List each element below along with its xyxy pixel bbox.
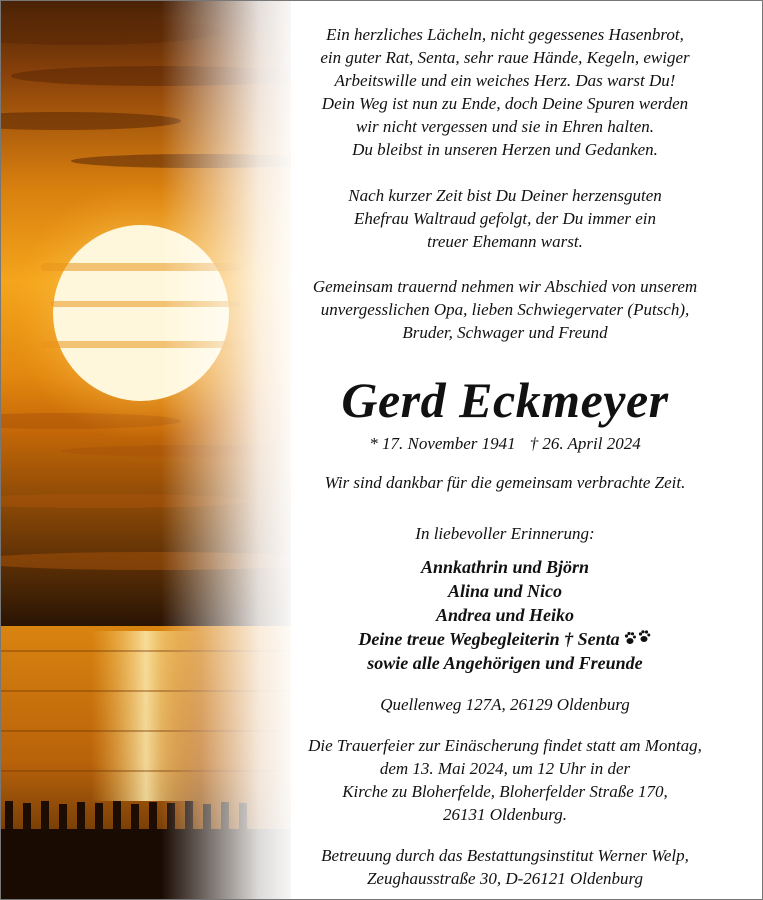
spouse-line: treuer Ehemann warst.	[427, 232, 583, 251]
intro-line: Arbeitswille und ein weiches Herz. Das warst Du!	[334, 71, 676, 90]
intro-line: ein guter Rat, Senta, sehr raue Hände, Kegeln, ewiger	[320, 48, 690, 67]
mourner-senta-text: Deine treue Wegbegleiterin † Senta	[358, 629, 620, 649]
mourner-line-senta	[271, 627, 739, 651]
life-dates	[271, 432, 739, 455]
address-line: Quellenweg 127A, 26129 Oldenburg	[380, 695, 630, 714]
farewell-line: Bruder, Schwager und Freund	[402, 323, 608, 342]
mourner-line: sowie alle Angehörigen und Freunde	[367, 653, 643, 673]
mourner-line: Andrea und Heiko	[435, 605, 575, 625]
ceremony-line: 26131 Oldenburg.	[442, 805, 568, 824]
obituary-text	[271, 23, 739, 890]
ceremony-line: Kirche zu Bloherfelde, Bloherfelder Straße 170,	[342, 782, 668, 801]
ceremony-line: dem 13. Mai 2024, um 12 Uhr in der	[379, 759, 631, 778]
funeral-home-line: Zeughausstraße 30, D-26121 Oldenburg	[366, 869, 644, 888]
sunset-sea-photo	[1, 1, 291, 899]
farewell-line: Gemeinsam trauernd nehmen wir Abschied von unserem	[312, 277, 698, 296]
intro-line: Dein Weg ist nun zu Ende, doch Deine Spuren werden	[321, 94, 689, 113]
birth-date: * 17. November 1941	[369, 434, 516, 453]
farewell-line: unvergesslichen Opa, lieben Schwiegervater (Putsch),	[320, 300, 690, 319]
spouse-line: Ehefrau Waltraud gefolgt, der Du immer ein	[353, 209, 657, 228]
paw-prints-icon	[624, 630, 652, 646]
death-date: † 26. April 2024	[529, 434, 641, 453]
spouse-line: Nach kurzer Zeit bist Du Deiner herzensguten	[348, 186, 662, 205]
mourner-line: Annkathrin und Björn	[420, 557, 590, 577]
thanks-line: Wir sind dankbar für die gemeinsam verbrachte Zeit.	[324, 473, 686, 492]
mourner-line: Alina und Nico	[447, 581, 563, 601]
intro-line: Ein herzliches Lächeln, nicht gegessenes Hasenbrot,	[326, 25, 684, 44]
intro-line: wir nicht vergessen und sie in Ehren halten.	[355, 117, 655, 136]
memory-label: In liebevoller Erinnerung:	[415, 524, 595, 543]
ceremony-line: Die Trauerfeier zur Einäscherung findet statt am Montag,	[308, 736, 702, 755]
deceased-name: Gerd Eckmeyer	[341, 372, 669, 428]
funeral-home-line: Betreuung durch das Bestattungsinstitut Werner Welp,	[321, 846, 689, 865]
intro-line: Du bleibst in unseren Herzen und Gedanken.	[352, 140, 658, 159]
